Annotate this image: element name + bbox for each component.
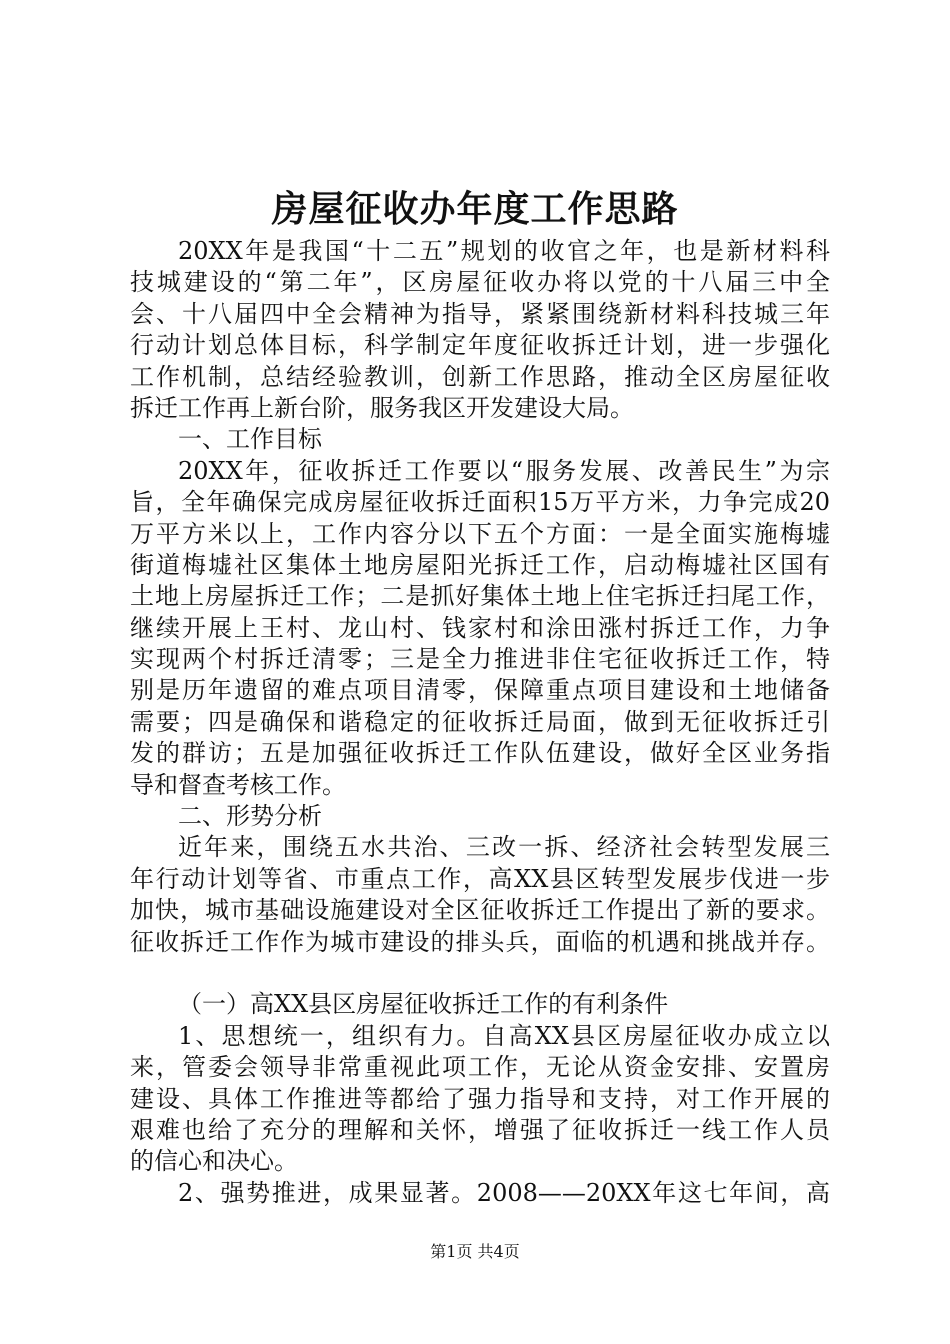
paragraph-line: 会、十八届四中全会精神为指导，紧紧围绕新材料科技城三年 [130,299,830,328]
paragraph-line: 导和督查考核工作。 [130,770,346,799]
paragraph-line: 拆迁工作再上新台阶，服务我区开发建设大局。 [130,393,634,422]
paragraph-gap [130,958,830,989]
paragraph-line: 年行动计划等省、市重点工作，高XX县区转型发展步伐进一步 [130,864,830,893]
paragraph-line: 需要；四是确保和谐稳定的征收拆迁局面，做到无征收拆迁引 [130,707,830,736]
paragraph-line: 艰难也给了充分的理解和关怀，增强了征收拆迁一线工作人员 [130,1115,830,1144]
subsection-heading: （一）高XX县区房屋征收拆迁工作的有利条件 [178,990,669,1019]
paragraph-line: 20XX年，征收拆迁工作要以“服务发展、改善民生”为宗 [178,456,830,485]
page-footer: 第1页 共4页 [430,1242,520,1261]
paragraph-line: 继续开展上王村、龙山村、钱家村和涂田涨村拆迁工作，力争 [130,613,830,642]
paragraph-line: 工作机制，总结经验教训，创新工作思路，推动全区房屋征收 [130,362,830,391]
paragraph-line: 20XX年是我国“十二五”规划的收官之年，也是新材料科 [178,237,830,265]
paragraph-line: 土地上房屋拆迁工作；二是抓好集体土地上住宅拆迁扫尾工作， [130,582,830,611]
paragraph-line: 建设、具体工作推进等都给了强力指导和支持，对工作开展的 [130,1084,830,1113]
paragraph-line: 旨，全年确保完成房屋征收拆迁面积15万平方米，力争完成20 [130,488,830,517]
paragraph-line: 1、思想统一，组织有力。自高XX县区房屋征收办成立以 [178,1021,830,1050]
paragraph-line: 技城建设的“第二年”，区房屋征收办将以党的十八届三中全 [130,268,830,297]
paragraph-line: 发的群访；五是加强征收拆迁工作队伍建设，做好全区业务指 [130,739,830,768]
paragraph-line: 的信心和决心。 [130,1147,298,1176]
document-title: 房屋征收办年度工作思路 [271,188,679,230]
document-body [130,236,830,1209]
paragraph-line: 加快，城市基础设施建设对全区征收拆迁工作提出了新的要求。 [130,896,830,925]
paragraph-line: 行动计划总体目标，科学制定年度征收拆迁计划，进一步强化 [130,331,830,360]
paragraph-line: 别是历年遗留的难点项目清零，保障重点项目建设和土地储备 [130,676,830,705]
paragraph-line: 街道梅墟社区集体土地房屋阳光拆迁工作，启动梅墟社区国有 [130,550,830,579]
paragraph-line: 征收拆迁工作作为城市建设的排头兵，面临的机遇和挑战并存。 [130,927,830,956]
paragraph-line: 实现两个村拆迁清零；三是全力推进非住宅征收拆迁工作，特 [130,645,830,674]
section-heading: 一、工作目标 [178,425,322,454]
paragraph-line: 万平方米以上，工作内容分以下五个方面：一是全面实施梅墟 [130,519,830,548]
paragraph-line: 近年来，围绕五水共治、三改一拆、经济社会转型发展三 [178,833,830,862]
section-heading: 二、形势分析 [178,802,322,831]
paragraph-line: 来，管委会领导非常重视此项工作，无论从资金安排、安置房 [130,1053,830,1082]
paragraph-line: 2、强势推进，成果显著。2008——20XX年这七年间，高 [178,1178,830,1207]
